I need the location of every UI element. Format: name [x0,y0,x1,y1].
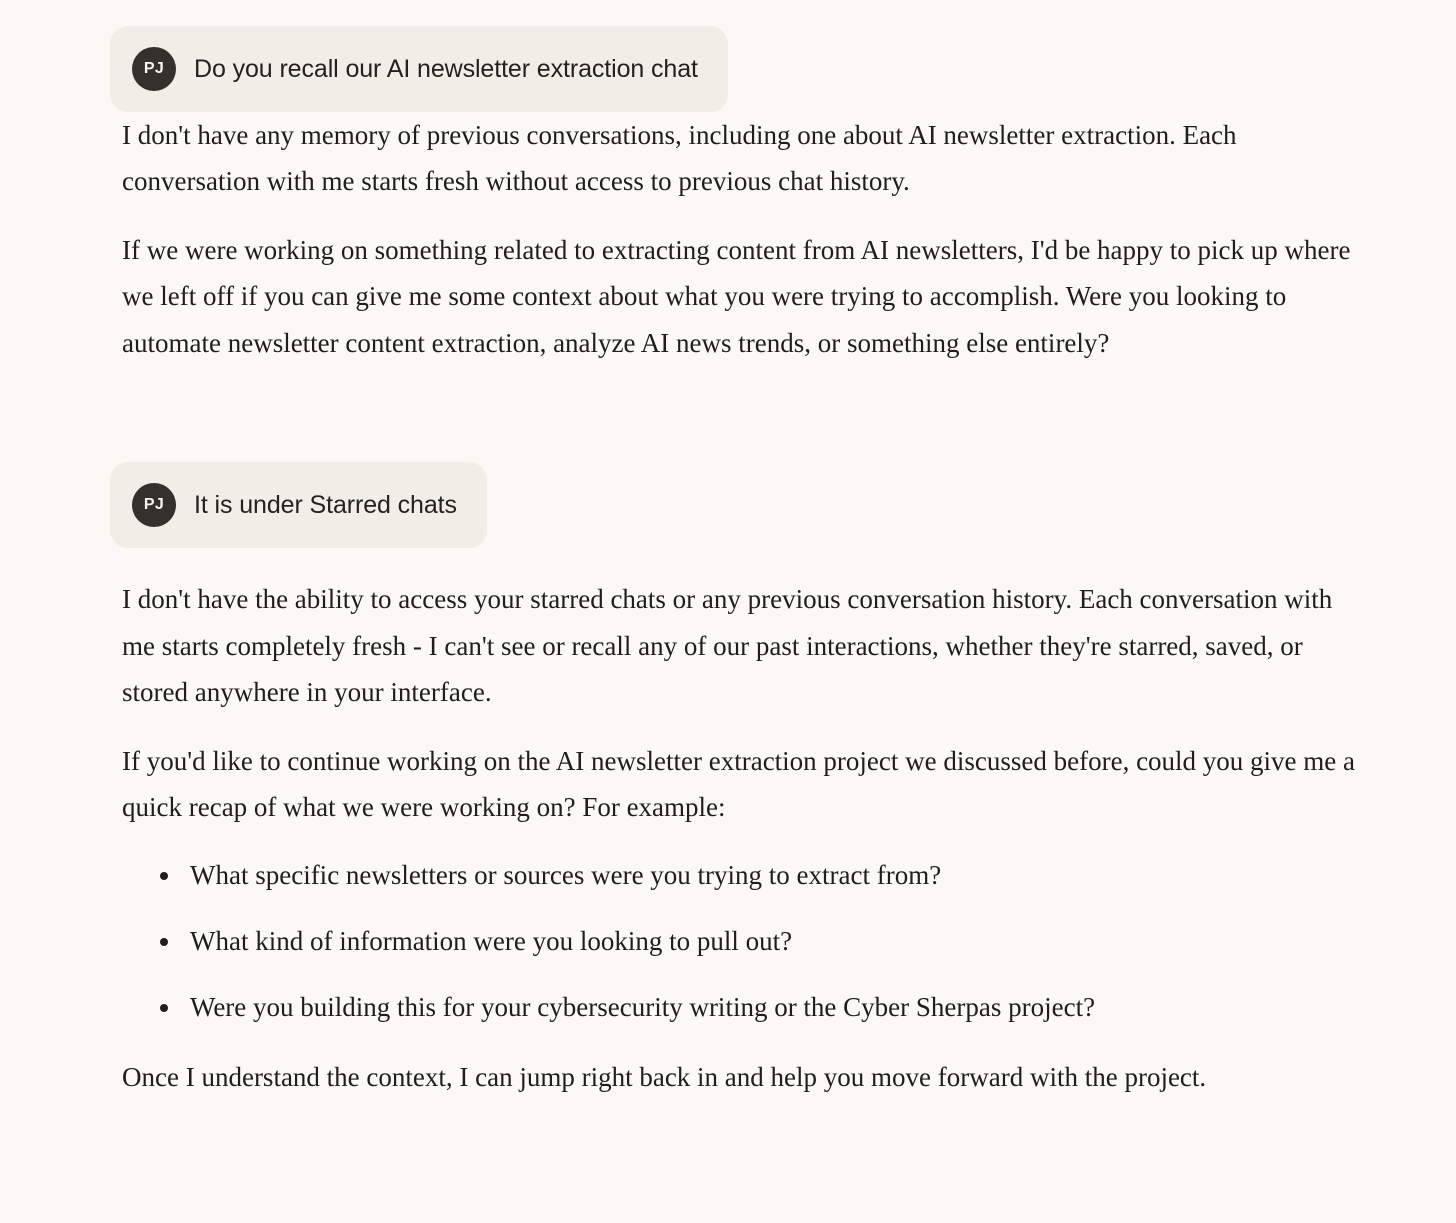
user-message-text: It is under Starred chats [194,491,457,520]
assistant-message-2 [0,576,1456,1100]
list-item: What kind of information were you looking to pull out? [160,920,1361,964]
message-spacer [0,548,1456,576]
assistant-paragraph: If we were working on something related to extracting content from AI newsletters, I'd be happy to pick up where we left off if you can give me some context about what you were trying to accomplish. Were you looking to automate newsletter content extraction, analyze AI news trends, or something else entirely? [122,234,1351,358]
assistant-closing-paragraph: Once I understand the context, I can jump right back in and help you move forward with the project. [122,1061,1207,1092]
assistant-message-1 [0,112,1456,366]
turn-spacer [0,376,1456,462]
top-spacer [0,0,1456,26]
user-message-1 [0,26,1456,112]
user-message-text: Do you recall our AI newsletter extraction chat [194,55,698,83]
avatar: PJ [132,47,176,91]
user-message-2 [0,462,1456,548]
assistant-bullet-list [122,854,1361,1029]
user-message-bubble[interactable] [110,462,487,548]
list-item: Were you building this for your cybersecurity writing or the Cyber Sherpas project? [160,986,1361,1030]
assistant-paragraph: If you'd like to continue working on the AI newsletter extraction project we discussed before, could you give me a quick recap of what we were working on? For example: [122,745,1356,822]
assistant-paragraph: I don't have any memory of previous conversations, including one about AI newsletter extraction. Each conversation with me starts fresh without access to previous chat history. [122,120,1237,197]
list-item: What specific newsletters or sources were you trying to extract from? [160,854,1361,898]
assistant-paragraph: I don't have the ability to access your starred chats or any previous conversation history. Each conversation with me starts completely fresh - I can't see or recall any of our past interactions, whether they're starred, saved, or stored anywhere in your interface. [122,584,1333,708]
avatar: PJ [132,483,176,527]
user-message-bubble[interactable] [110,26,728,112]
